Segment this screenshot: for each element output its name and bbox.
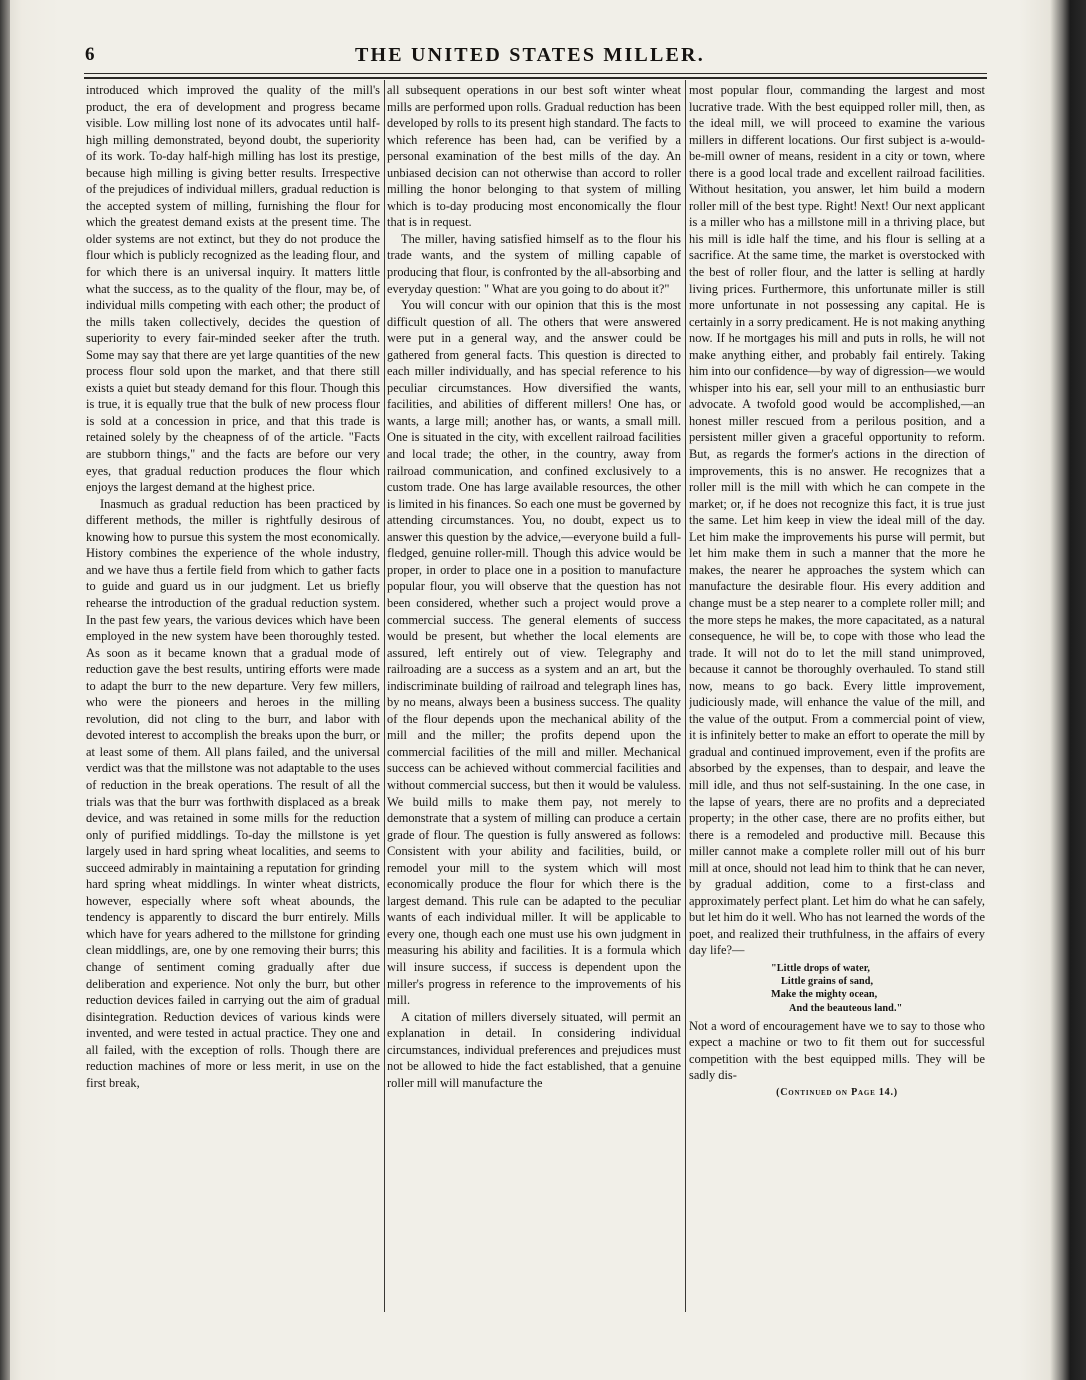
masthead-title: THE UNITED STATES MILLER. — [355, 44, 705, 66]
paragraph: all subsequent operations in our best soft winter wheat mills are performed upon rolls. Gradual reduction has been developed by rolls to its present high standard. The facts to which reference has been had, can be verified by a personal examination of the best mills of the day. An unbiased decision can not otherwise than accord to roller milling the honor belonging to that system of milling which is to-day producing most enconomically the flour that is in request. — [387, 83, 681, 230]
poem-line: Little grains of sand, — [781, 976, 874, 988]
poem-line: And the beauteous land." — [789, 1002, 903, 1014]
page-number: 6 — [85, 44, 95, 65]
paragraph: The miller, having satisfied himself as to the flour his trade wants, and the system of milling capable of producing that flour, is confronted by the all-absorbing and everyday question: " What are you going to do about it?" — [387, 231, 681, 296]
poem-quote — [689, 962, 985, 1015]
continued-notice: (Continued on Page 14.) — [776, 1086, 898, 1098]
paragraph: most popular flour, commanding the largest and most lucrative trade. With the best equipped roller mill, then, as the ideal mill, we will proceed to examine the various millers in different locations. Our first subject is a-would-be-mill owner of means, resident in a city or town, where there is a good local trade and excellent railroad facilities. Without hesitation, you answer, let him build a modern roller mill of the best type. Right! Next! Our next applicant is a miller who has a millstone mill in a thriving place, but his mill is idle half the time, and his flour is selling at a sacrifice. At the same time, the market is overstocked with the best of roller flour, and the latter is selling at hardly living prices. Furthermore, this unfortunate miller is still more unfortunate in not possessing any capital. He is certainly in a sorry predicament. He is not making anything now. If he mortgages his mill and puts in rolls, he will not make anything either, and probably fail entirely. Taking him into our confidence—by way of digression—we would whisper into his ear, sell your mill to an enthusiastic burr advocate. A twofold good would be accomplished,—an honest miller rescued from a perilous position, and a persistent miller given a graceful opportunity to reform. But, as regards the former's actions in the direction of improvements, this is no answer. He recognizes that a roller mill is the mill with which he can compete in the market; or, if he does not recognize this fact, it is true just the same. Let him keep in view the ideal mill of the day. Let him make the improvements his purse will permit, but let him make them in such a manner that the more he makes, the nearer he approaches the system which can manufacture the desirable flour. His every addition and change must be a step nearer to a complete roller mill; and the more steps he makes, the more capacitated, as a natural consequence, he will be, to cope with those who lead the trade. It will not do to let the mill stand unimproved, because it cannot be thoroughly overhauled. To stand still now, means to go back. Every little improvement, judiciously made, will enhance the value of the mill, and the value of the output. From a commercial point of view, it is infinitely better to make an effort to operate the mill by gradual and continued improvement, even if the profits are absorbed by the expenses, than to despair, and leave the mill idle, and thus not self-sustaining. In the one case, in the lapse of years, there are no profits and a depreciated property; in the other case, there are no profits either, but there is a remodeled and productive mill. Because this miller cannot make a complete roller mill out of his burr mill at once, should not lead him to think that he can never, by gradual addition, come to a first-class and approximately perfect plant. Let him do what he can safely, but let him do it well. Who has not learned the words of the poet, and realized their truthfulness, in the affairs of every day life?— — [689, 83, 985, 958]
article-column-1 — [86, 82, 380, 1322]
header-rule-thick — [84, 77, 987, 79]
column-divider — [384, 80, 385, 1312]
column-divider — [685, 80, 686, 1312]
article-column-3 — [689, 82, 985, 1322]
header-rule-thin — [84, 73, 987, 74]
article-column-2 — [387, 82, 681, 1322]
page-header — [85, 44, 985, 70]
page-binding-edge — [0, 0, 10, 1380]
paragraph: introduced which improved the quality of the mill's product, the era of development and progress became visible. Low milling lost none of its advocates until half-high milling demonstrated, beyond doubt, the superiority of its work. To-day half-high milling has lost its prestige, because high milling is giving better results. Irrespective of the prejudices of individual millers, gradual reduction is the accepted system of milling, furnishing the flour for which the greatest demand exists at the present time. The older systems are not extinct, but they do not produce the flour which is publicly recognized as the leading flour, and for which there is an universal inquiry. It matters little what the success, as to the quality of the flour, may be, of individual mills competing with each other; the product of the mills taken collectively, decides the question of superiority to every fair-minded seeker after the truth. Some may say that there are yet large quantities of the new process flour sold upon the market, and that there still exists a quiet but steady demand for this flour. Though this is true, it is equally true that the bulk of new process flour is sold at a concession in price, and that this trade is retained solely by the cheapness of of the article. "Facts are stubborn things," and the facts are before our very eyes, that gradual reduction produces the flour which enjoys the largest demand at the highest price. — [86, 83, 380, 495]
poem-line: "Little drops of water, — [771, 962, 871, 974]
paragraph: Inasmuch as gradual reduction has been practiced by different methods, the miller is rightfully desirous of knowing how to pursue this system the most economically. History combines the experience of the whole industry, and we have thus a fertile field from which to gather facts to guide and guard us in our judgment. Let us briefly rehearse the introduction of the gradual reduction system. In the past few years, the various devices which have been employed in the new system have been thoroughly tested. As soon as it became known that a gradual mode of reduction gave the best results, untiring efforts were made to adapt the burr to the new departure. Very few millers, who were the pioneers and heroes in the milling revolution, did not cling to the burr, and labor with devoted interest to accomplish the breaks upon the burr, or at least some of them. All plans failed, and the universal verdict was that the millstone was not adaptable to the uses of reduction in the break operations. The result of all the trials was that the burr was forthwith displaced as a break device, and was retained in some mills for the reduction only of purified middlings. To-day the millstone is yet largely used in hard spring wheat localities, and seems to succeed admirably in maintaining a reputation for grinding hard spring wheat middlings. In winter wheat districts, however, especially where soft wheat abounds, the tendency is apparently to discard the burr entirely. Mills which have for years adhered to the millstone for grinding clean middlings, are, one by one removing their burrs; this change of sentiment coming gradually after due deliberation and experience. Not only the burr, but other reduction devices failed in carrying out the aim of gradual disintegration. Reduction devices of various kinds were invented, and were tested in actual practice. They one and all failed, with the exception of rolls. Though there are reduction machines of more or less merit, in use on the first break, — [86, 496, 380, 1090]
paragraph: You will concur with our opinion that this is the most difficult question of all. The others that were answered were put in a general way, and the answer could be gathered from general facts. This question is directed to each miller individually, and has special reference to his peculiar circumstances. How diversified the wants, facilities, and abilities of different millers! One has, or wants, a large mill; another has, or wants, a small mill. One is situated in the city, with excellent railroad facilities and local trade; the other, in the country, away from railroad communication, and confined exclusively to a custom trade. One has large available resources, the other is limited in his finances. So each one must be governed by attending circumstances. You, no doubt, expect us to answer this question by the advice,—everyone build a full-fledged, genuine roller-mill. Though this advice would be proper, in order to place one in a position to manufacture popular flour, you will observe that the question has not been considered, whether such a project would prove a commercial success. The general elements of success would be present, but whether the local elements are assured, left entirely out of view. Telegraphy and railroading are a success as a system and an art, but the indiscriminate building of railroad and telegraph lines has, by no means, always been a business success. The quality of the flour depends upon the mechanical ability of the mill and the miller; the profits depend upon the commercial facilities of the mill and miller. Mechanical success can be achieved without commercial facilities and without commercial success, but then it would be valuless. We build mills to make them pay, not merely to demonstrate that a system of milling can produce a certain grade of flour. The question is fully answered as follows: Consistent with your ability and facilities, build, or remodel your mill to the system which will most economically produce the flour for which there is the largest demand. This rule can be adapted to the peculiar wants of each individual miller. It will be applicable to every one, though each one must use his own judgment in measuring his ability and facilities. It is a formula which will insure success, if success is dependent upon the miller's progress in reference to the improvements of his mill. — [387, 298, 681, 1008]
paragraph: A citation of millers diversely situated, will permit an explanation in detail. In considering individual circumstances, individual preferences and prejudices must not be allowed to hide the fact established, that a genuine roller mill will manufacture the — [387, 1009, 681, 1090]
poem-line: Make the mighty ocean, — [771, 989, 878, 1001]
paragraph: Not a word of encouragement have we to say to those who expect a machine or two to fit them out for successful competition with the best equipped mills. They will be sadly dis- — [689, 1018, 985, 1083]
